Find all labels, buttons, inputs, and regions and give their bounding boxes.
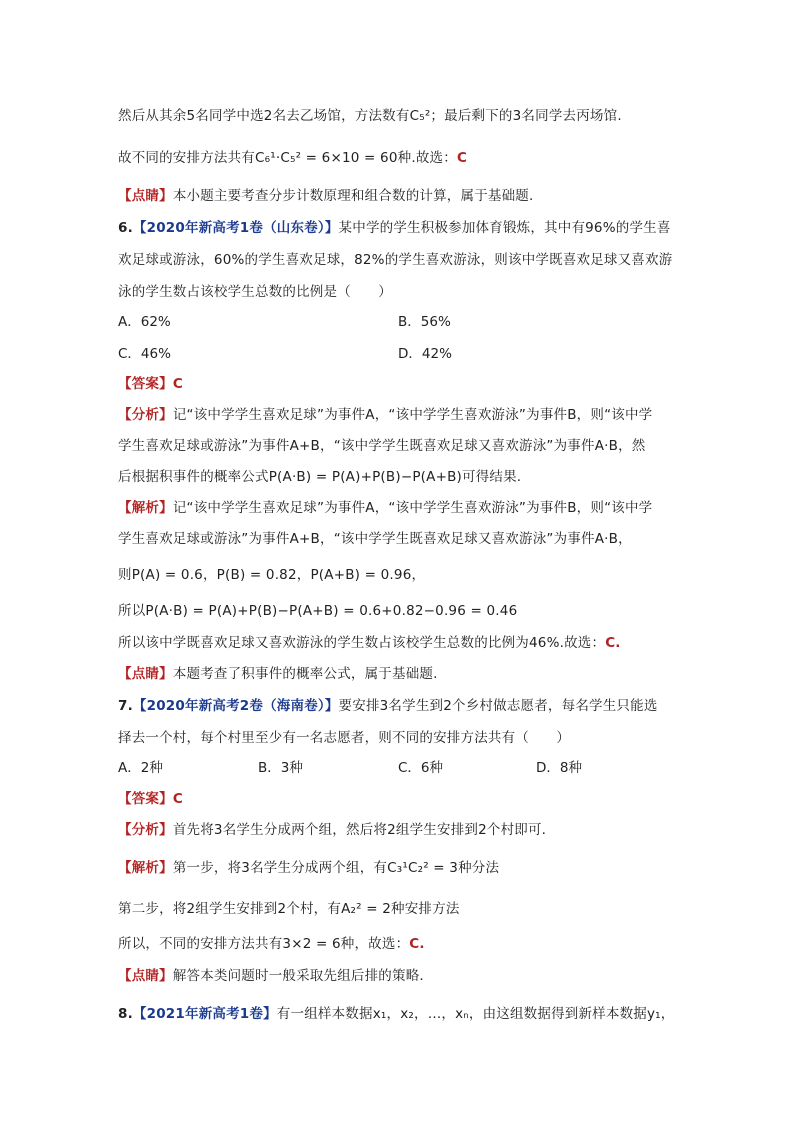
option-c: C．6种 (398, 760, 444, 776)
question-text: 择去一个村，每个村里至少有一名志愿者，则不同的安排方法共有（ ） (118, 730, 571, 746)
solution-text: 所以P(A·B) = P(A)+P(B)−P(A+B) = 0.6+0.82−0.96 = 0.46 (118, 603, 518, 619)
question-number: 6. (118, 220, 133, 236)
question-text: 泳的学生数占该校学生总数的比例是（ ） (118, 284, 392, 300)
solution-line (118, 858, 678, 878)
answer-tag: 【答案】 (118, 791, 173, 807)
question-number: 8. (118, 1006, 133, 1022)
option-b: B．3种 (258, 760, 303, 776)
option-a: A．62% (118, 314, 171, 330)
analysis-text: 记“该中学学生喜欢足球”为事件A，“该中学学生喜欢游泳”为事件B，则“该中学 (172, 407, 653, 423)
solution-tag: 【解析】 (118, 860, 173, 876)
solution-text: 第二步，将2组学生安排到2个村，有A₂² = 2种安排方法 (118, 901, 460, 917)
answer-tag: 【答案】 (118, 376, 173, 392)
comment-line (118, 664, 678, 684)
question-source: 【2020年新高考2卷（海南卷）】 (132, 698, 339, 714)
text-span: 故不同的安排方法共有C₆¹·C₅² = 6×10 = 60种.故选： (118, 150, 457, 166)
option-b: B．56% (398, 314, 451, 330)
option-a: A．2种 (118, 760, 163, 776)
question-source: 【2020年新高考1卷（山东卷）】 (132, 220, 339, 236)
answer-line (118, 374, 678, 394)
analysis-tag: 【分析】 (118, 407, 173, 423)
solution-line (118, 934, 678, 954)
analysis-text: 首先将3名学生分成两个组，然后将2组学生安排到2个村即可. (172, 822, 547, 838)
answer-letter: C (456, 150, 468, 166)
comment-line (118, 186, 678, 206)
question-text: 某中学的学生积极参加体育锻炼，其中有96%的学生喜 (338, 220, 671, 236)
solution-text: 第一步，将3名学生分成两个组，有C₃¹C₂² = 3种分法 (172, 860, 500, 876)
answer-letter: C (172, 376, 183, 392)
solution-text: 则P(A) = 0.6，P(B) = 0.82，P(A+B) = 0.96， (118, 567, 426, 583)
question-6-line (118, 218, 678, 238)
analysis-line (118, 405, 678, 425)
answer-letter: C. (409, 936, 425, 952)
question-number: 7. (118, 698, 133, 714)
question-8-line (118, 1004, 678, 1024)
solution-text: 所以该中学既喜欢足球又喜欢游泳的学生数占该校学生总数的比例为46%.故选： (118, 635, 606, 651)
comment-text: 解答本类问题时一般采取先组后排的策略. (172, 968, 424, 984)
comment-text: 本题考查了积事件的概率公式，属于基础题. (172, 666, 438, 682)
option-d: D．8种 (536, 760, 582, 776)
analysis-tag: 【分析】 (118, 822, 173, 838)
text-line: 然后从其余5名同学中选2名去乙场馆，方法数有C₅²；最后剩下的3名同学去丙场馆. (118, 108, 622, 124)
comment-tag: 【点睛】 (118, 968, 173, 984)
option-d: D．42% (398, 346, 452, 362)
text-line (118, 148, 678, 168)
question-text: 欢足球或游泳，60%的学生喜欢足球，82%的学生喜欢游泳，则该中学既喜欢足球又喜欢游 (118, 252, 673, 268)
analysis-text: 后根据积事件的概率公式P(A·B) = P(A)+P(B)−P(A+B)可得结果. (118, 469, 522, 485)
answer-letter: C. (605, 635, 621, 651)
comment-text: 本小题主要考查分步计数原理和组合数的计算，属于基础题. (172, 188, 534, 204)
option-c: C．46% (118, 346, 171, 362)
solution-text: 所以，不同的安排方法共有3×2 = 6种，故选： (118, 936, 410, 952)
analysis-line (118, 820, 678, 840)
answer-line (118, 789, 678, 809)
comment-tag: 【点睛】 (118, 188, 173, 204)
solution-text: 记“该中学学生喜欢足球”为事件A，“该中学学生喜欢游泳”为事件B，则“该中学 (172, 500, 653, 516)
comment-tag: 【点睛】 (118, 666, 173, 682)
comment-line (118, 966, 678, 986)
solution-line (118, 498, 678, 518)
solution-text: 学生喜欢足球或游泳”为事件A+B，“该中学学生既喜欢足球又喜欢游泳”为事件A·B， (118, 531, 632, 547)
answer-letter: C (172, 791, 183, 807)
question-text: 有一组样本数据x₁，x₂，…，xₙ，由这组数据得到新样本数据y₁， (276, 1006, 675, 1022)
solution-line (118, 633, 678, 653)
solution-tag: 【解析】 (118, 500, 173, 516)
question-text: 要安排3名学生到2个乡村做志愿者，每名学生只能选 (338, 698, 658, 714)
question-source: 【2021年新高考1卷】 (132, 1006, 277, 1022)
analysis-text: 学生喜欢足球或游泳”为事件A+B，“该中学学生既喜欢足球又喜欢游泳”为事件A·B，然 (118, 438, 646, 454)
question-7-line (118, 696, 678, 716)
